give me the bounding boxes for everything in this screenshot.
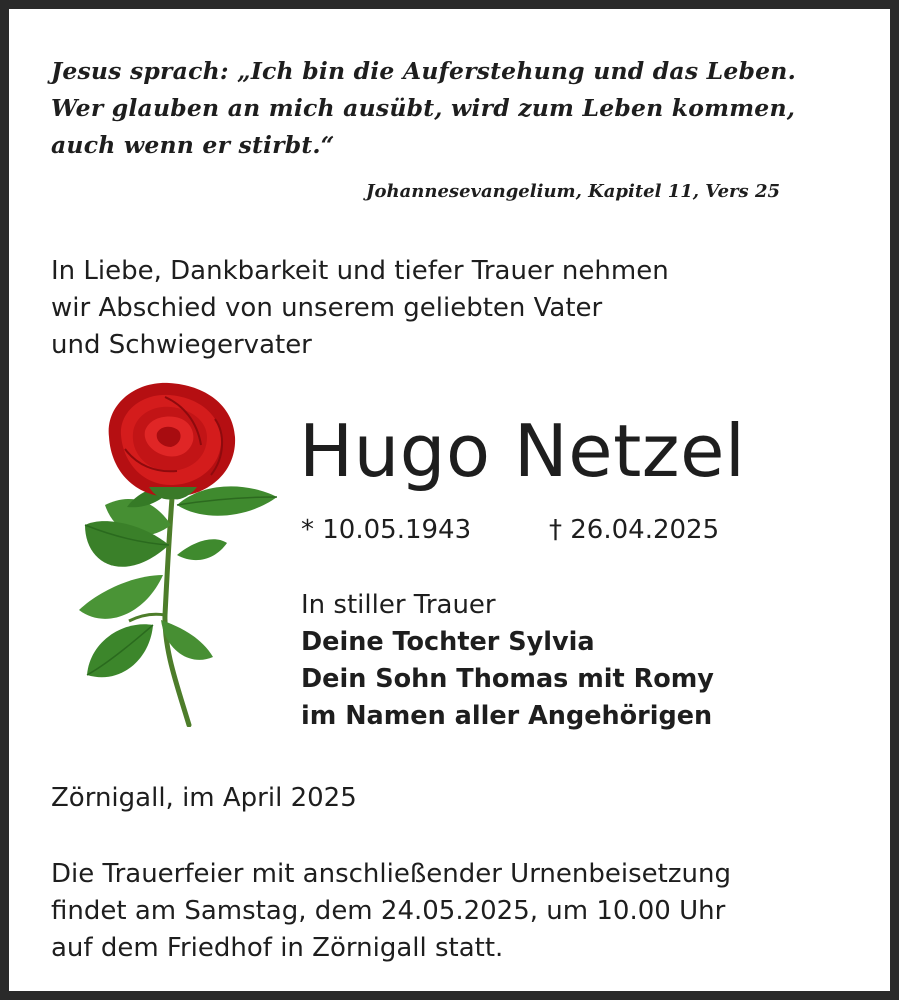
mourner-line: Dein Sohn Thomas mit Romy [301, 664, 714, 694]
death-date: † 26.04.2025 [549, 515, 720, 545]
quote-line: auch wenn er stirbt.“ [51, 131, 335, 159]
intro-line: und Schwiegervater [51, 330, 312, 360]
service-line: Die Trauerfeier mit anschließender Urnenbeisetzung [51, 859, 731, 889]
quote-source: Johannesevangelium, Kapitel 11, Vers 25 [366, 181, 780, 202]
quote-line: Wer glauben an mich ausübt, wird zum Leben kommen, [51, 94, 796, 122]
deceased-name: Hugo Netzel [299, 409, 746, 493]
life-dates [301, 511, 719, 549]
intro-line: In Liebe, Dankbarkeit und tiefer Trauer nehmen [51, 256, 669, 286]
funeral-service-info [51, 856, 871, 967]
place-and-date: Zörnigall, im April 2025 [51, 783, 357, 813]
mourner-line: Deine Tochter Sylvia [301, 627, 595, 657]
intro-line: wir Abschied von unserem geliebten Vater [51, 293, 603, 323]
service-line: auf dem Friedhof in Zörnigall statt. [51, 933, 504, 963]
red-rose-image [65, 375, 280, 727]
service-line: findet am Samstag, dem 24.05.2025, um 10.00 Uhr [51, 896, 726, 926]
quote-line: Jesus sprach: „Ich bin die Auferstehung und das Leben. [51, 57, 796, 85]
mourner-line: im Namen aller Angehörigen [301, 701, 713, 731]
intro-text [51, 253, 871, 364]
bible-quote [51, 53, 851, 164]
mourners-block [301, 587, 714, 735]
mourners-intro: In stiller Trauer [301, 590, 496, 620]
birth-date: * 10.05.1943 [301, 515, 472, 545]
